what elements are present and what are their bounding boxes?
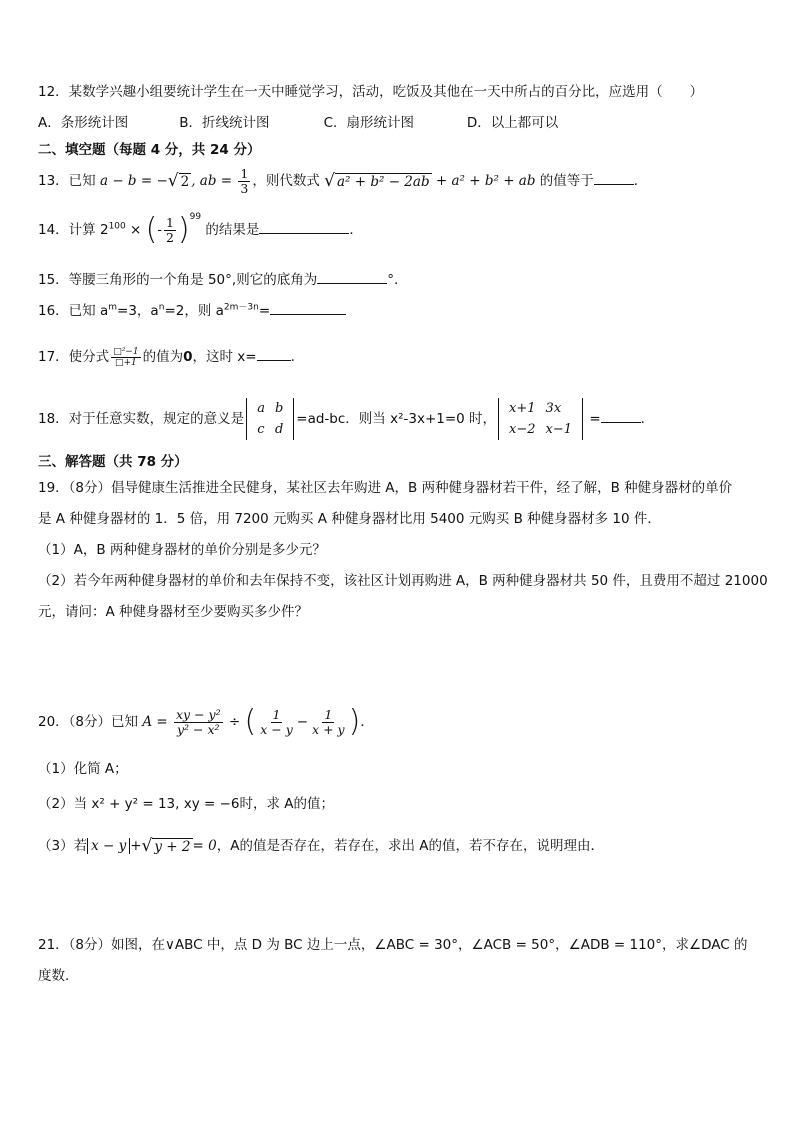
q18-determinant-1: a b c d: [246, 398, 294, 440]
question-19-line-1: 19．（8分）倡导健康生活推进全民健身，某社区去年购进 A，B 两种健身器材若干件，经了解，B 种健身器材的单价: [38, 480, 733, 496]
question-20-part-1: （1）化简 A；: [38, 761, 128, 777]
question-12: [38, 83, 703, 101]
option-b: B．折线统计图: [179, 115, 270, 131]
option-d: D．以上都可以: [466, 115, 559, 131]
q13-fraction: $\frac{1}{3}$: [240, 165, 249, 196]
question-19-part-2a: （2）若今年两种健身器材的单价和去年保持不变，该社区计划再购进 A，B 两种健身器材共 50 件，且费用不超过 21000: [38, 573, 768, 589]
q14-answer-blank[interactable]: [259, 221, 349, 234]
q18-answer-blank[interactable]: [601, 410, 641, 423]
option-a: A．条形统计图: [38, 115, 129, 131]
question-21-line-2: 度数．: [38, 968, 79, 984]
question-14: 14．计算 $2^{100}$ × (- $\frac{1}{2}$ )$^{99}$ 的结果是 ．: [38, 211, 363, 247]
question-15: 15．等腰三角形的一个角是 50°,则它的底角为 °.: [38, 272, 399, 288]
q16-answer-blank[interactable]: [270, 302, 346, 315]
question-16: 16．已知 $a^m=3$，$a^n=2$，则 $a^{2m-3n}=$: [38, 302, 346, 320]
question-20-part-2: （2）当 x² + y² = 13, xy = −6时，求 A的值；: [38, 796, 335, 812]
q20-fraction-2: $\frac{1}{x - y}$: [260, 706, 293, 737]
question-20-part-3: （3）若 x − y + √ y + 2 = 0，A的值是否存在，若存在，求出 A的值，若不存在，说明理由．: [38, 836, 604, 856]
question-12-text: 12．某数学兴趣小组要统计学生在一天中睡觉学习，活动，吃饭及其他在一天中所占的百分比，应选用（ ）: [38, 84, 704, 100]
q13-condition: a − b = −: [99, 173, 168, 189]
q20-fraction-1: $\frac{\text{xy − y²}}{\text{y² − x²}}$: [175, 706, 221, 737]
q18-determinant-2: x+1 3x x−2 x−1: [498, 398, 583, 440]
q14-exponent-1: 100: [108, 221, 126, 232]
q13-answer-blank[interactable]: [594, 172, 634, 185]
q13-prefix: 13．已知: [38, 173, 96, 189]
question-12-options: [38, 114, 558, 132]
q13-mid: ，则代数式: [252, 173, 320, 189]
q17-answer-blank[interactable]: [257, 348, 291, 361]
question-18: 18．对于任意实数，规定的意义是 a b c d =ad-bc．则当 x²-3x+1=0 时， x+1 3x x−2 x−1 = ．: [38, 396, 654, 442]
q15-answer-blank[interactable]: [317, 271, 387, 284]
question-20: 20．（8分）已知 A = $\frac{\text{xy − y²}}{\text{y² − x²}}$ ÷ ( $\frac{1}{x - y}$ − $\frac{1}{x + y}$ )．: [38, 704, 374, 739]
section-2-title: 二、填空题（每题 4 分，共 24 分）: [38, 142, 261, 158]
question-19-line-2: 是 A 种健身器材的 1．5 倍，用 7200 元购买 A 种健身器材比用 5400 元购买 B 种健身器材多 10 件．: [38, 511, 661, 527]
q14-fraction: $\frac{1}{2}$: [165, 214, 174, 245]
question-19-part-1: （1）A，B 两种健身器材的单价分别是多少元？: [38, 542, 326, 558]
q13-sqrt2: √ 2: [167, 171, 190, 191]
q20-fraction-3: $\frac{1}{x + y}$: [312, 706, 345, 737]
q13-tail: + a² + b² + ab: [435, 173, 536, 189]
q14-prefix: 14．计算 2: [38, 222, 109, 238]
question-17: 17．使分式 $\frac{\text{□²−1}}{□+1}$ 的值为0，这时 x= .: [38, 346, 295, 368]
option-c: C．扇形统计图: [323, 115, 415, 131]
q14-suffix: 的结果是: [205, 222, 260, 238]
question-21-line-1: 21．（8分）如图，在∨ABC 中，点 D 为 BC 边上一点，∠ABC = 30°，∠ACB = 50°，∠ADB = 110°，求∠DAC 的: [38, 937, 748, 953]
question-19-part-2b: 元，请问：A 种健身器材至少要购买多少件？: [38, 604, 309, 620]
q13-radical: √ a² + b² − 2ab: [324, 171, 430, 191]
q20-radical: √ y + 2: [141, 836, 191, 856]
question-13: 13．已知 a − b = − √ 2 , ab = $\frac{1}{3}$ ，则代数式 √ a² + b² − 2ab + a² + b² + ab 的值等于 ．: [38, 165, 648, 196]
q13-suffix: 的值等于: [539, 173, 594, 189]
q13-condition-ab: , ab =: [191, 173, 233, 189]
q17-fraction: $\frac{\text{□²−1}}{□+1}$: [113, 346, 139, 368]
q14-exponent-2: 99: [189, 211, 202, 222]
q15-text: 15．等腰三角形的一个角是 50°,则它的底角为: [38, 272, 318, 288]
section-3-title: 三、解答题（共 78 分）: [38, 454, 188, 470]
